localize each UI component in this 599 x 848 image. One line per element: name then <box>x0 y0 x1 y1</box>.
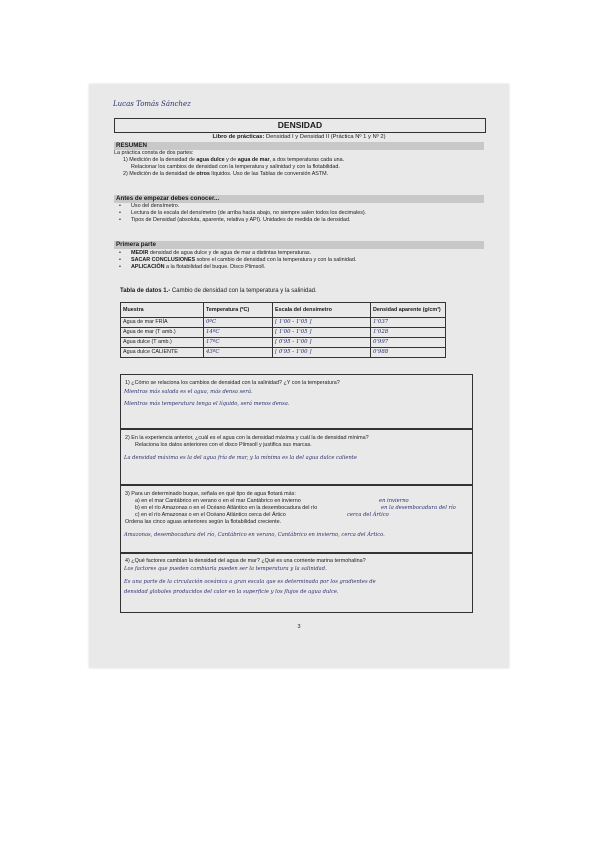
question-box-3 <box>120 485 473 553</box>
resumen-intro: La práctica consta de dos partes: <box>114 150 194 156</box>
table-row <box>121 348 446 358</box>
primera-bullet-1 <box>131 250 311 257</box>
table-header-row <box>121 303 446 318</box>
bullet-icon: • <box>119 250 121 256</box>
table-row <box>121 328 446 338</box>
answer-1-line-2: Mientras más temperatura tenga el líquido, será menos densa. <box>124 401 290 407</box>
primera-bullet-2 <box>131 257 356 264</box>
resumen-item-2-c: líquidos. Uso de las Tablas de conversión ASTM. <box>209 171 329 177</box>
table-cell-escala: [ 1'00 - 1'05 ] <box>273 318 371 328</box>
primera-bullet-1-bold: MEDIR <box>131 250 149 256</box>
bullet-icon: • <box>119 257 121 263</box>
question-3-option-b: b) en el río Amazonas o en el Océano Atlántico en la desembocadura del río <box>135 505 318 511</box>
question-3-option-c: c) en el río Amazonas o en el Océano Atlántico cerca del Ártico <box>135 512 286 518</box>
question-3-order: Ordena las cinco aguas anteriores según la flotabilidad creciente. <box>125 519 282 525</box>
resumen-item-2-a: 2) Medición de la densidad de <box>123 171 197 177</box>
question-3-text: 3) Para un determinado buque, señala en qué tipo de agua flotará más: <box>125 491 296 497</box>
table-cell-muestra: Agua de mar FRÍA <box>121 318 204 328</box>
subtitle-text: Densidad I y Densidad II (Práctica Nº 1 y Nº 2) <box>264 134 386 140</box>
worksheet-page <box>89 84 509 668</box>
answer-4-line-2: Es una parte de la circulación oceánica a gran escala que es determinada por los gradientes de <box>124 579 376 585</box>
question-2-line-2: Relaciona los datos anteriores con el disco Plimsoll y justifica sus marcas. <box>135 442 312 448</box>
table-cell-muestra: Agua de mar (T amb.) <box>121 328 204 338</box>
question-box-2 <box>120 429 473 485</box>
primera-bullet-2-text: sobre el cambio de densidad con la temperatura y con la salinidad. <box>195 257 357 263</box>
table-row <box>121 318 446 328</box>
answer-2-line-1: La densidad máxima es la del agua fría de mar, y la mínima es la del agua dulce caliente <box>124 455 357 461</box>
table-cell-muestra: Agua dulce (T amb.) <box>121 338 204 348</box>
answer-4-line-1: Los factores que pueden cambiarla pueden ser la temperatura y la salinidad. <box>124 566 327 572</box>
bullet-icon: • <box>119 203 121 209</box>
resumen-item-1-d: agua de mar <box>237 157 270 163</box>
answer-3-order: Amazonas, desembocadura del río, Cantábrico en verano, Cantábrico en invierno, cerca del Ártico. <box>124 532 385 538</box>
primera-bullet-1-text: densidad de agua dulce y de agua de mar a distintas temperaturas. <box>148 250 312 256</box>
resumen-item-1-b: agua dulce <box>196 157 225 163</box>
answer-4-line-3: densidad globales producidos del calor en la superficie y los flujos de agua dulce. <box>124 589 339 595</box>
table-header-escala: Escala del densímetro <box>273 303 371 318</box>
table-caption-text: Cambio de densidad con la temperatura y la salinidad. <box>170 288 317 294</box>
table-cell-densidad: 0'988 <box>371 348 446 358</box>
answer-3-option-c: cerca del Ártico <box>347 512 389 518</box>
resumen-item-2-b: otros <box>196 171 210 177</box>
table-row <box>121 338 446 348</box>
table-cell-densidad: 1'037 <box>371 318 446 328</box>
question-box-4 <box>120 553 473 613</box>
question-1-text: 1) ¿Cómo se relaciona los cambios de densidad con la salinidad? ¿Y con la temperatura? <box>125 380 340 386</box>
student-name: Lucas Tomás Sánchez <box>113 100 191 108</box>
bullet-icon: • <box>119 264 121 270</box>
table-cell-densidad: 0'997 <box>371 338 446 348</box>
page-number: 3 <box>297 624 301 630</box>
page-subtitle <box>114 134 484 140</box>
data-table <box>120 302 446 358</box>
resumen-item-1 <box>123 157 344 164</box>
bullet-icon: • <box>119 210 121 216</box>
answer-3-option-b: en la desembocadura del río <box>381 505 456 511</box>
resumen-item-1-c: y de <box>224 157 238 163</box>
table-cell-temperatura: 17ºC <box>204 338 273 348</box>
table-caption-label: Tabla de datos 1.- <box>120 288 171 294</box>
table-cell-densidad: 1'028 <box>371 328 446 338</box>
page-title: DENSIDAD <box>114 118 486 133</box>
table-cell-escala: [ 0'95 - 1'00 ] <box>273 338 371 348</box>
section-primera-heading: Primera parte <box>114 241 484 249</box>
table-header-densidad: Densidad aparente (g/cm³) <box>371 303 446 318</box>
answer-1-line-1: Mientras más salada es el agua, más densa será. <box>124 389 253 395</box>
bullet-icon: • <box>119 217 121 223</box>
table-cell-temperatura: 14ºC <box>204 328 273 338</box>
resumen-item-1-line2: Relacionar los cambios de densidad con la temperatura y salinidad y con la flotabilidad. <box>131 164 340 170</box>
primera-bullet-3-bold: APLICACIÓN <box>131 264 165 270</box>
resumen-item-1-a: 1) Medición de la densidad de <box>123 157 197 163</box>
section-antes-heading: Antes de empezar debes conocer... <box>114 195 484 203</box>
question-3-option-a: a) en el mar Cantábrico en verano o en el mar Cantábrico en invierno <box>135 498 301 504</box>
antes-bullet-1: Uso del densímetro. <box>131 203 180 209</box>
answer-3-option-a: en invierno <box>379 498 409 504</box>
antes-bullet-2: Lectura de la escala del densímetro (de arriba hacia abajo, no siempre salen todos los decimales). <box>131 210 367 216</box>
question-2-text: 2) En la experiencia anterior, ¿cuál es el agua con la densidad máxima y cuál la de densidad mínima? <box>125 435 369 441</box>
primera-bullet-3-text: a la flotabilidad del buque. Disco Plimsoll. <box>164 264 266 270</box>
resumen-item-1-e: , a dos temperaturas cada una. <box>269 157 345 163</box>
table-cell-temperatura: 43ºC <box>204 348 273 358</box>
table-header-muestra: Muestra <box>121 303 204 318</box>
table-header-temperatura: Temperatura (ºC) <box>204 303 273 318</box>
antes-bullet-3: Tipos de Densidad (absoluta, aparente, relativa y API). Unidades de medida de la densidad. <box>131 217 351 223</box>
subtitle-label: Libro de prácticas: <box>212 134 265 140</box>
table-cell-escala: [ 1'00 - 1'05 ] <box>273 328 371 338</box>
table-cell-temperatura: 0ºC <box>204 318 273 328</box>
resumen-item-2 <box>123 171 328 178</box>
primera-bullet-3 <box>131 264 265 271</box>
table-cell-muestra: Agua dulce CALIENTE <box>121 348 204 358</box>
table-caption <box>120 288 317 295</box>
section-resumen-heading: RESUMEN <box>114 142 484 150</box>
primera-bullet-2-bold: SACAR CONCLUSIONES <box>131 257 196 263</box>
question-box-1 <box>120 374 473 429</box>
question-4-text: 4) ¿Qué factores cambian la densidad del agua de mar? ¿Qué es una corriente marina termohalina? <box>125 558 366 564</box>
table-cell-escala: [ 0'95 - 1'00 ] <box>273 348 371 358</box>
